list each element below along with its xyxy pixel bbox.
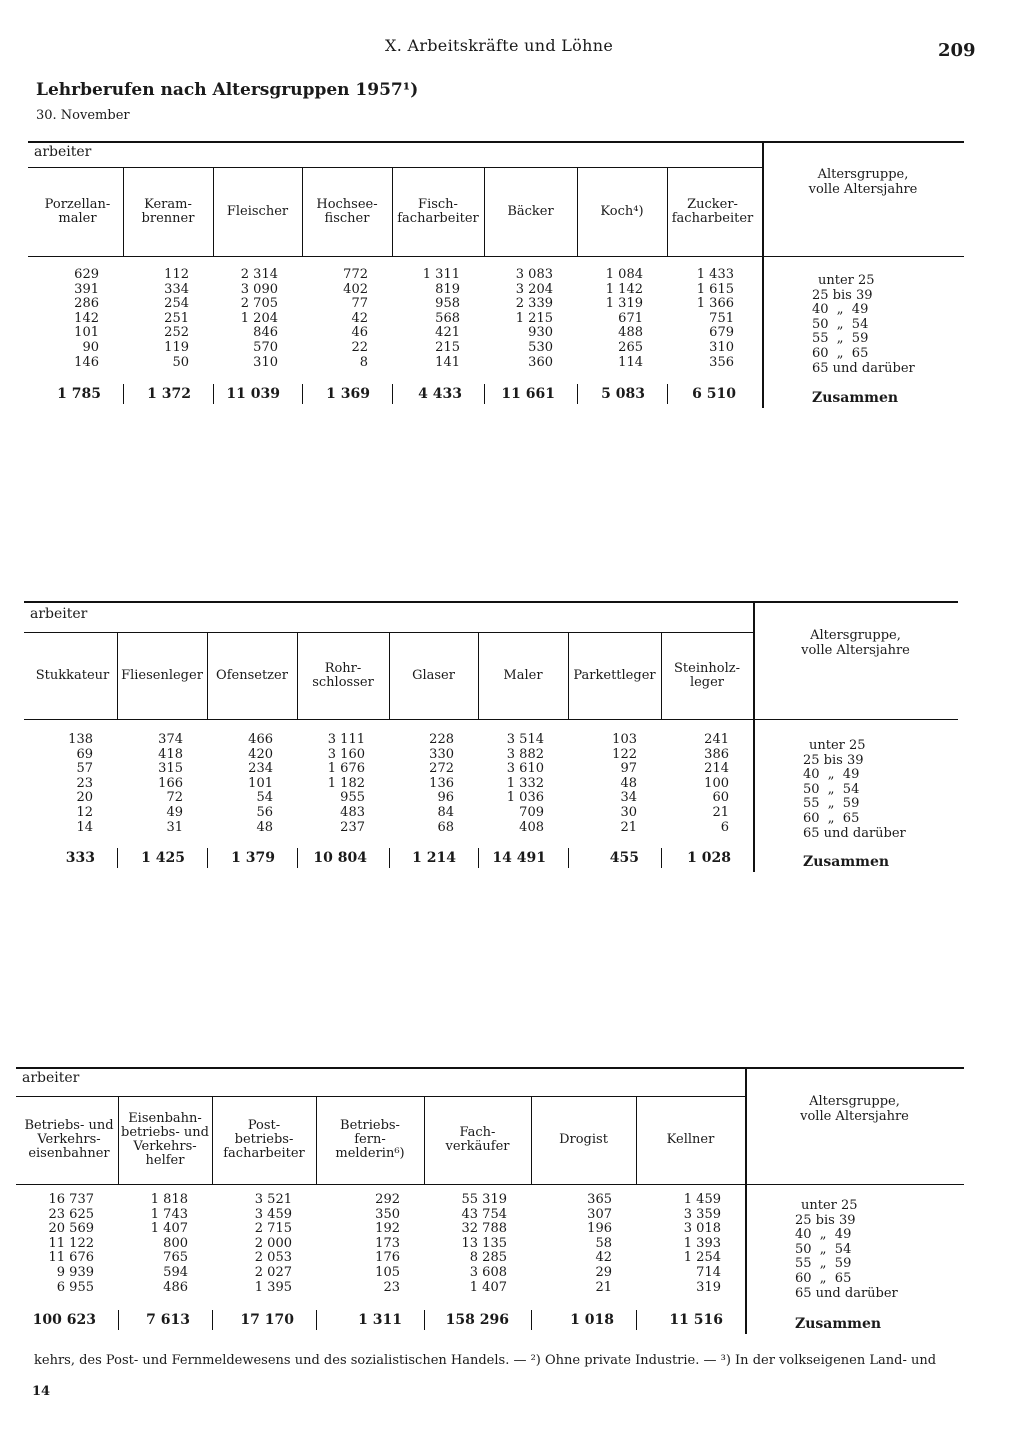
table-cell: 374 — [158, 732, 183, 747]
age-group-label: 65 und darüber — [795, 1285, 898, 1301]
table-cell: 2 339 — [515, 296, 553, 312]
table-cell: 1 459 — [683, 1192, 721, 1207]
table-cell: 6 955 — [56, 1279, 94, 1295]
table-cell: 3 608 — [469, 1265, 507, 1280]
table-cell: 272 — [429, 761, 454, 777]
column-header: Fleischer — [226, 203, 289, 219]
table-cell: 714 — [696, 1265, 721, 1280]
group-label: arbeiter — [30, 606, 88, 622]
column-total: 1 369 — [326, 386, 370, 402]
table-cell: 671 — [618, 310, 643, 326]
table-cell: 356 — [709, 354, 734, 370]
table-cell: 629 — [74, 267, 99, 282]
table-cell: 3 521 — [254, 1192, 292, 1207]
column-total: 333 — [65, 850, 95, 866]
table-cell: 3 160 — [327, 746, 365, 762]
table-cell: 60 — [712, 790, 729, 806]
table-cell: 1 818 — [150, 1192, 188, 1207]
table-cell: 23 625 — [48, 1206, 94, 1222]
table-cell: 100 — [704, 775, 729, 791]
total-label: Zusammen — [795, 1316, 882, 1332]
table-cell: 29 — [595, 1265, 612, 1280]
chapter-header: X. Arbeitskräfte und Löhne — [385, 36, 614, 55]
table-cell: 955 — [340, 790, 365, 806]
table-cell: 20 569 — [48, 1221, 94, 1237]
column-header: Steinholz- leger — [674, 660, 740, 690]
date-subtitle: 30. November — [36, 108, 130, 123]
table-cell: 568 — [435, 310, 460, 326]
column-header: Betriebs- fern- melderin⁶) — [335, 1118, 405, 1161]
table-cell: 54 — [256, 790, 273, 806]
table-cell: 3 610 — [506, 761, 544, 777]
table-cell: 12 — [76, 805, 93, 820]
table-cell: 846 — [253, 325, 278, 341]
table-cell: 1 204 — [240, 310, 278, 326]
table-cell: 21 — [620, 819, 637, 835]
table-cell: 3 204 — [515, 281, 553, 297]
table-cell: 1 215 — [515, 310, 553, 326]
table-cell: 31 — [166, 819, 183, 835]
table-cell: 3 514 — [506, 732, 544, 747]
table-cell: 254 — [164, 296, 189, 312]
age-group-label: 50 „ 54 — [812, 316, 869, 332]
table-cell: 68 — [437, 819, 454, 835]
age-column-divider — [762, 141, 764, 408]
column-total: 158 296 — [445, 1312, 509, 1328]
table-cell: 765 — [163, 1250, 188, 1266]
table-cell: 1 332 — [506, 775, 544, 791]
age-group-label: 55 „ 59 — [795, 1256, 852, 1272]
column-total: 1 018 — [570, 1312, 614, 1328]
table-cell: 96 — [437, 790, 454, 806]
table-cell: 241 — [704, 732, 729, 747]
table-cell: 176 — [375, 1250, 400, 1266]
column-header: Hochsee- fischer — [316, 196, 378, 226]
age-group-label: 60 „ 65 — [803, 811, 860, 826]
table-cell: 1 743 — [150, 1206, 188, 1222]
table-cell: 90 — [82, 340, 99, 355]
table-cell: 319 — [696, 1279, 721, 1295]
table-cell: 958 — [435, 296, 460, 312]
table-cell: 3 018 — [683, 1221, 721, 1237]
column-header: Fliesenleger — [121, 667, 203, 683]
column-header: Glaser — [412, 667, 455, 683]
table-cell: 310 — [709, 340, 734, 355]
column-total: 1 379 — [231, 850, 275, 866]
table-cell: 679 — [709, 325, 734, 341]
column-header: Drogist — [559, 1132, 608, 1147]
table-cell: 112 — [164, 267, 189, 282]
column-header: Fach- verkäufer — [445, 1125, 510, 1154]
table-cell: 1 395 — [254, 1279, 292, 1295]
column-header: Ofensetzer — [216, 667, 288, 683]
table-cell: 286 — [74, 296, 99, 312]
column-total: 11 516 — [669, 1312, 723, 1328]
table-cell: 1 084 — [605, 267, 643, 282]
table-cell: 391 — [74, 281, 99, 297]
table-top-rule — [24, 601, 958, 603]
table-cell: 138 — [68, 732, 93, 747]
age-group-label: 40 „ 49 — [795, 1227, 852, 1243]
table-cell: 315 — [158, 761, 183, 777]
table-cell: 530 — [528, 340, 553, 355]
column-total: 6 510 — [692, 386, 736, 402]
table-cell: 3 882 — [506, 746, 544, 762]
table-top-rule — [16, 1067, 964, 1069]
table-cell: 196 — [587, 1221, 612, 1237]
table-cell: 16 737 — [48, 1192, 94, 1207]
table-cell: 142 — [74, 310, 99, 326]
age-group-header: Altersgruppe, volle Altersjahre — [801, 628, 910, 658]
table-cell: 30 — [620, 805, 637, 820]
table-cell: 2 314 — [240, 267, 278, 282]
table-cell: 21 — [712, 805, 729, 820]
table-cell: 77 — [351, 296, 368, 312]
table-cell: 365 — [587, 1192, 612, 1207]
table-cell: 1 182 — [327, 775, 365, 791]
table-cell: 48 — [256, 819, 273, 835]
table-cell: 166 — [158, 775, 183, 791]
column-header: Fisch- facharbeiter — [397, 196, 479, 226]
table-cell: 2 053 — [254, 1250, 292, 1266]
table-cell: 421 — [435, 325, 460, 341]
age-group-label: unter 25 — [809, 738, 866, 753]
column-header: Porzellan- maler — [44, 196, 111, 226]
table-cell: 360 — [528, 354, 553, 370]
table-cell: 173 — [375, 1235, 400, 1251]
table-cell: 11 676 — [48, 1250, 94, 1266]
table-cell: 103 — [612, 732, 637, 747]
age-group-label: 60 „ 65 — [795, 1271, 852, 1286]
table-cell: 14 — [76, 819, 93, 835]
table-cell: 136 — [429, 775, 454, 791]
table-cell: 11 122 — [48, 1235, 94, 1251]
table-cell: 9 939 — [56, 1265, 94, 1280]
table-cell: 1 433 — [696, 267, 734, 282]
table-cell: 1 142 — [605, 281, 643, 297]
table-cell: 819 — [435, 281, 460, 297]
table-cell: 709 — [519, 805, 544, 820]
table-cell: 50 — [172, 354, 189, 370]
column-total: 7 613 — [146, 1312, 190, 1328]
table-cell: 72 — [166, 790, 183, 806]
table-cell: 101 — [248, 775, 273, 791]
table-cell: 21 — [595, 1279, 612, 1295]
age-group-label: 40 „ 49 — [803, 767, 860, 783]
table-cell: 6 — [720, 819, 729, 835]
table-cell: 420 — [248, 746, 273, 762]
table-cell: 292 — [375, 1192, 400, 1207]
table-cell: 488 — [618, 325, 643, 341]
age-group-header: Altersgruppe, volle Altersjahre — [808, 166, 918, 197]
table-cell: 101 — [74, 325, 99, 341]
table-cell: 214 — [704, 761, 729, 777]
page-number: 209 — [938, 40, 976, 61]
page-title: Lehrberufen nach Altersgruppen 1957¹) — [36, 80, 419, 100]
table-cell: 3 111 — [327, 732, 365, 747]
table-cell: 23 — [76, 775, 93, 791]
sheet-number: 14 — [32, 1384, 51, 1399]
table-cell: 49 — [166, 805, 183, 820]
table-cell: 1 319 — [605, 296, 643, 312]
table-cell: 2 715 — [254, 1221, 292, 1237]
table-cell: 43 754 — [461, 1206, 507, 1222]
table-cell: 84 — [437, 805, 454, 820]
table-cell: 42 — [595, 1250, 612, 1266]
table-cell: 1 615 — [696, 281, 734, 297]
column-total: 1 425 — [141, 850, 185, 866]
column-total: 11 661 — [501, 386, 555, 402]
table-cell: 34 — [620, 790, 637, 806]
table-cell: 55 319 — [461, 1192, 507, 1207]
table-cell: 1 366 — [696, 296, 734, 312]
column-header: Kellner — [666, 1132, 715, 1147]
table-cell: 192 — [375, 1221, 400, 1237]
age-group-label: 25 bis 39 — [803, 752, 864, 768]
table-cell: 20 — [76, 790, 93, 806]
table-cell: 466 — [248, 732, 273, 747]
table-cell: 1 393 — [683, 1235, 721, 1251]
column-total: 1 214 — [412, 850, 456, 866]
table-cell: 32 788 — [461, 1221, 507, 1237]
column-header: Koch⁴) — [600, 203, 644, 219]
footnote-text: kehrs, des Post- und Fernmeldewesens und des sozialistischen Handels. — ²) Ohne private Industrie. — ³) In der volkseigenen Land- und — [34, 1353, 937, 1368]
table-cell: 751 — [709, 310, 734, 326]
age-group-label: 55 „ 59 — [812, 331, 869, 347]
table-cell: 2 705 — [240, 296, 278, 312]
table-cell: 122 — [612, 746, 637, 762]
table-cell: 402 — [343, 281, 368, 297]
table-cell: 408 — [519, 819, 544, 835]
table-cell: 114 — [618, 354, 643, 370]
column-total: 14 491 — [492, 850, 546, 866]
age-group-label: unter 25 — [818, 273, 875, 288]
column-total: 5 083 — [601, 386, 645, 402]
table-cell: 772 — [343, 267, 368, 282]
age-group-label: 50 „ 54 — [803, 781, 860, 797]
group-label: arbeiter — [34, 144, 92, 160]
age-column-divider — [745, 1067, 747, 1334]
age-group-label: unter 25 — [801, 1198, 858, 1213]
column-header: Post- betriebs- facharbeiter — [223, 1118, 305, 1161]
table-cell: 69 — [76, 746, 93, 762]
table-cell: 265 — [618, 340, 643, 355]
table-cell: 22 — [351, 340, 368, 355]
total-label: Zusammen — [803, 854, 890, 870]
header-bottom-rule — [16, 1184, 964, 1185]
column-header: Bäcker — [507, 203, 554, 219]
table-cell: 3 090 — [240, 281, 278, 297]
table-cell: 3 083 — [515, 267, 553, 282]
table-cell: 3 359 — [683, 1206, 721, 1222]
column-header: Maler — [503, 667, 543, 683]
table-cell: 146 — [74, 354, 99, 370]
group-rule — [28, 167, 762, 168]
column-header: Zucker- facharbeiter — [671, 196, 754, 226]
table-cell: 8 285 — [469, 1250, 507, 1266]
column-header: Keram- brenner — [141, 196, 195, 226]
column-header: Stukkateur — [35, 667, 110, 683]
column-total: 17 170 — [240, 1312, 294, 1328]
table-cell: 1 311 — [422, 267, 460, 282]
table-cell: 119 — [164, 340, 189, 355]
table-cell: 56 — [256, 805, 273, 820]
table-cell: 1 407 — [469, 1279, 507, 1295]
column-total: 1 028 — [687, 850, 731, 866]
total-label: Zusammen — [812, 390, 899, 406]
table-cell: 3 459 — [254, 1206, 292, 1222]
table-cell: 105 — [375, 1265, 400, 1280]
table-cell: 252 — [164, 325, 189, 341]
column-header: Eisenbahn- betriebs- und Verkehrs- helfer — [121, 1111, 209, 1168]
table-cell: 8 — [359, 354, 368, 370]
table-cell: 570 — [253, 340, 278, 355]
age-group-label: 25 bis 39 — [795, 1212, 856, 1228]
table-cell: 42 — [351, 310, 368, 326]
table-cell: 486 — [163, 1279, 188, 1295]
column-total: 4 433 — [418, 386, 462, 402]
table-cell: 228 — [429, 732, 454, 747]
table-cell: 2 027 — [254, 1265, 292, 1280]
table-cell: 310 — [253, 354, 278, 370]
column-header: Betriebs- und Verkehrs- eisenbahner — [24, 1118, 114, 1161]
header-bottom-rule — [24, 719, 958, 720]
table-cell: 141 — [435, 354, 460, 370]
table-cell: 13 135 — [461, 1235, 507, 1251]
table-cell: 97 — [620, 761, 637, 777]
table-cell: 215 — [435, 340, 460, 355]
column-total: 10 804 — [313, 850, 367, 866]
table-top-rule — [28, 141, 964, 143]
age-group-label: 25 bis 39 — [812, 287, 873, 303]
age-group-label: 55 „ 59 — [803, 796, 860, 812]
age-group-label: 40 „ 49 — [812, 302, 869, 318]
table-cell: 58 — [595, 1235, 612, 1251]
table-cell: 1 036 — [506, 790, 544, 806]
table-cell: 2 000 — [254, 1235, 292, 1251]
table-cell: 418 — [158, 746, 183, 762]
table-cell: 1 407 — [150, 1221, 188, 1237]
age-group-label: 65 und darüber — [812, 360, 915, 376]
table-cell: 46 — [351, 325, 368, 341]
table-cell: 386 — [704, 746, 729, 762]
table-cell: 594 — [163, 1265, 188, 1280]
column-header: Rohr- schlosser — [312, 660, 374, 690]
table-cell: 1 676 — [327, 761, 365, 777]
age-column-divider — [753, 601, 755, 872]
column-total: 1 311 — [358, 1312, 402, 1328]
table-cell: 307 — [587, 1206, 612, 1222]
column-total: 11 039 — [226, 386, 280, 402]
table-cell: 251 — [164, 310, 189, 326]
table-cell: 483 — [340, 805, 365, 820]
table-cell: 350 — [375, 1206, 400, 1222]
table-cell: 48 — [620, 775, 637, 791]
column-total: 1 785 — [57, 386, 101, 402]
column-total: 455 — [609, 850, 639, 866]
table-cell: 334 — [164, 281, 189, 297]
header-bottom-rule — [28, 256, 964, 257]
table-cell: 237 — [340, 819, 365, 835]
column-header: Parkettleger — [573, 667, 656, 683]
table-cell: 234 — [248, 761, 273, 777]
table-cell: 930 — [528, 325, 553, 341]
column-total: 100 623 — [32, 1312, 96, 1328]
table-cell: 330 — [429, 746, 454, 762]
age-group-label: 60 „ 65 — [812, 346, 869, 361]
table-cell: 1 254 — [683, 1250, 721, 1266]
table-cell: 57 — [76, 761, 93, 777]
group-label: arbeiter — [22, 1070, 80, 1086]
age-group-header: Altersgruppe, volle Altersjahre — [800, 1093, 909, 1124]
table-cell: 800 — [163, 1235, 188, 1251]
column-total: 1 372 — [147, 386, 191, 402]
age-group-label: 50 „ 54 — [795, 1241, 852, 1257]
table-cell: 23 — [383, 1279, 400, 1295]
age-group-label: 65 und darüber — [803, 825, 906, 841]
